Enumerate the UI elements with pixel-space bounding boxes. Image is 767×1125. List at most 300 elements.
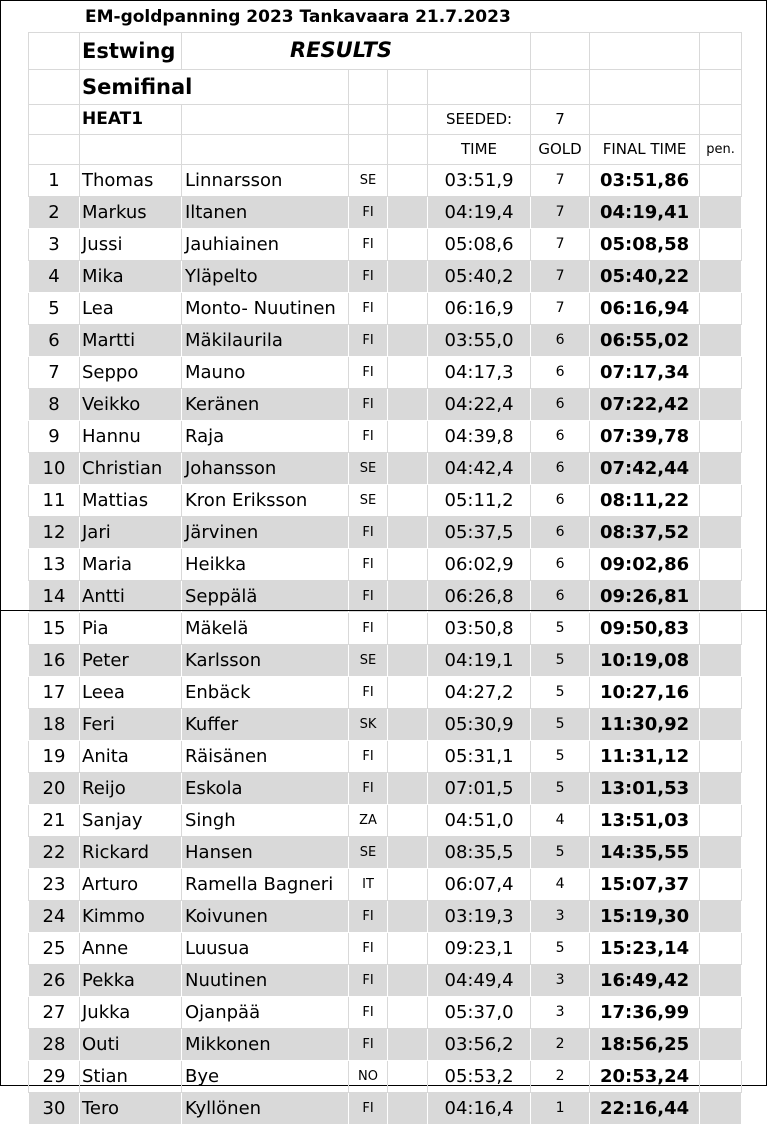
position-cell: 29 [29, 1061, 80, 1093]
position-cell: 24 [29, 901, 80, 933]
table-row [29, 1093, 742, 1125]
final-time-cell: 15:19,30 [590, 901, 700, 933]
time-cell: 06:02,9 [428, 549, 531, 581]
table-row [29, 933, 742, 965]
penalty-cell [700, 261, 742, 293]
country-cell: SK [349, 709, 388, 741]
gold-cell: 3 [531, 997, 590, 1029]
col-header-gold: GOLD [531, 135, 590, 165]
table-row [29, 645, 742, 677]
time-cell: 05:31,1 [428, 741, 531, 773]
empty-cell [388, 645, 428, 677]
final-time-cell: 04:19,41 [590, 197, 700, 229]
position-cell: 11 [29, 485, 80, 517]
gold-cell: 7 [531, 229, 590, 261]
country-cell: SE [349, 165, 388, 197]
empty-cell [388, 613, 428, 645]
empty-cell [388, 1029, 428, 1061]
position-cell: 30 [29, 1093, 80, 1125]
position-cell: 10 [29, 453, 80, 485]
penalty-cell [700, 357, 742, 389]
first-name-cell: Christian [80, 453, 182, 485]
first-name-cell: Pia [80, 613, 182, 645]
country-cell: FI [349, 773, 388, 805]
last-name-cell: Raja [182, 421, 349, 453]
table-row [29, 805, 742, 837]
country-cell: FI [349, 933, 388, 965]
gold-cell: 5 [531, 837, 590, 869]
final-time-cell: 09:50,83 [590, 613, 700, 645]
country-cell: FI [349, 901, 388, 933]
empty-cell [388, 581, 428, 613]
position-cell: 26 [29, 965, 80, 997]
time-cell: 05:08,6 [428, 229, 531, 261]
empty-cell [388, 357, 428, 389]
table-row [29, 741, 742, 773]
last-name-cell: Nuutinen [182, 965, 349, 997]
gold-cell: 2 [531, 1029, 590, 1061]
last-name-cell: Jauhiainen [182, 229, 349, 261]
time-cell: 04:17,3 [428, 357, 531, 389]
time-cell: 03:50,8 [428, 613, 531, 645]
first-name-cell: Hannu [80, 421, 182, 453]
table-row [29, 549, 742, 581]
first-name-cell: Leea [80, 677, 182, 709]
time-cell: 04:19,4 [428, 197, 531, 229]
final-time-cell: 10:19,08 [590, 645, 700, 677]
last-name-cell: Ramella Bagneri [182, 869, 349, 901]
position-cell: 4 [29, 261, 80, 293]
country-cell: SE [349, 645, 388, 677]
country-cell: FI [349, 613, 388, 645]
country-cell: FI [349, 357, 388, 389]
empty-cell [388, 325, 428, 357]
time-cell: 05:40,2 [428, 261, 531, 293]
time-cell: 04:22,4 [428, 389, 531, 421]
table-row [29, 261, 742, 293]
penalty-cell [700, 997, 742, 1029]
penalty-cell [700, 485, 742, 517]
seeded-label: SEEDED: [428, 105, 531, 135]
position-cell: 17 [29, 677, 80, 709]
time-cell: 06:07,4 [428, 869, 531, 901]
time-cell: 05:37,0 [428, 997, 531, 1029]
first-name-cell: Arturo [80, 869, 182, 901]
time-cell: 04:49,4 [428, 965, 531, 997]
table-row [29, 229, 742, 261]
last-name-cell: Johansson [182, 453, 349, 485]
col-header-pen: pen. [700, 135, 742, 165]
gold-cell: 7 [531, 293, 590, 325]
position-cell: 9 [29, 421, 80, 453]
final-time-cell: 22:16,44 [590, 1093, 700, 1125]
table-row [29, 965, 742, 997]
last-name-cell: Hansen [182, 837, 349, 869]
table-row [29, 197, 742, 229]
first-name-cell: Kimmo [80, 901, 182, 933]
empty-cell [388, 1093, 428, 1125]
empty-cell [388, 965, 428, 997]
table-row [29, 773, 742, 805]
last-name-cell: Koivunen [182, 901, 349, 933]
first-name-cell: Jussi [80, 229, 182, 261]
page-title: EM-goldpanning 2023 Tankavaara 21.7.2023 [85, 7, 511, 27]
empty-cell [388, 517, 428, 549]
first-name-cell: Martti [80, 325, 182, 357]
first-name-cell: Peter [80, 645, 182, 677]
penalty-cell [700, 901, 742, 933]
penalty-cell [700, 933, 742, 965]
final-time-cell: 14:35,55 [590, 837, 700, 869]
table-row [29, 421, 742, 453]
table-row [29, 709, 742, 741]
empty-cell [388, 389, 428, 421]
gold-cell: 5 [531, 709, 590, 741]
country-cell: SE [349, 837, 388, 869]
penalty-cell [700, 1093, 742, 1125]
final-time-cell: 15:07,37 [590, 869, 700, 901]
time-cell: 03:19,3 [428, 901, 531, 933]
first-name-cell: Rickard [80, 837, 182, 869]
empty-cell [388, 197, 428, 229]
empty-cell [388, 453, 428, 485]
gold-cell: 6 [531, 389, 590, 421]
last-name-cell: Bye [182, 1061, 349, 1093]
results-table [28, 32, 742, 1125]
position-cell: 8 [29, 389, 80, 421]
round-label: Semifinal [80, 70, 349, 105]
position-cell: 18 [29, 709, 80, 741]
time-cell: 04:19,1 [428, 645, 531, 677]
first-name-cell: Antti [80, 581, 182, 613]
gold-cell: 5 [531, 613, 590, 645]
col-header-final-time: FINAL TIME [590, 135, 700, 165]
empty-cell [388, 485, 428, 517]
table-row [29, 837, 742, 869]
gold-cell: 6 [531, 485, 590, 517]
empty-cell [388, 837, 428, 869]
last-name-cell: Linnarsson [182, 165, 349, 197]
final-time-cell: 20:53,24 [590, 1061, 700, 1093]
gold-cell: 7 [531, 165, 590, 197]
position-cell: 16 [29, 645, 80, 677]
time-cell: 05:53,2 [428, 1061, 531, 1093]
final-time-cell: 07:39,78 [590, 421, 700, 453]
table-row [29, 677, 742, 709]
position-cell: 5 [29, 293, 80, 325]
final-time-cell: 09:26,81 [590, 581, 700, 613]
last-name-cell: Järvinen [182, 517, 349, 549]
time-cell: 04:39,8 [428, 421, 531, 453]
final-time-cell: 05:08,58 [590, 229, 700, 261]
first-name-cell: Feri [80, 709, 182, 741]
first-name-cell: Outi [80, 1029, 182, 1061]
header-row-sponsor [29, 33, 742, 70]
position-cell: 13 [29, 549, 80, 581]
last-name-cell: Mäkilaurila [182, 325, 349, 357]
empty-cell [388, 741, 428, 773]
country-cell: FI [349, 741, 388, 773]
country-cell: FI [349, 517, 388, 549]
empty-cell [388, 933, 428, 965]
table-row [29, 581, 742, 613]
country-cell: FI [349, 421, 388, 453]
country-cell: FI [349, 197, 388, 229]
position-cell: 12 [29, 517, 80, 549]
empty-cell [388, 709, 428, 741]
time-cell: 05:37,5 [428, 517, 531, 549]
empty-cell [388, 869, 428, 901]
empty-cell [388, 421, 428, 453]
first-name-cell: Reijo [80, 773, 182, 805]
table-row [29, 997, 742, 1029]
time-cell: 06:26,8 [428, 581, 531, 613]
time-cell: 05:30,9 [428, 709, 531, 741]
country-cell: FI [349, 1029, 388, 1061]
table-row [29, 1061, 742, 1093]
country-cell: FI [349, 261, 388, 293]
penalty-cell [700, 517, 742, 549]
last-name-cell: Mäkelä [182, 613, 349, 645]
penalty-cell [700, 229, 742, 261]
first-name-cell: Lea [80, 293, 182, 325]
country-cell: FI [349, 1093, 388, 1125]
penalty-cell [700, 677, 742, 709]
country-cell: FI [349, 581, 388, 613]
penalty-cell [700, 613, 742, 645]
penalty-cell [700, 965, 742, 997]
penalty-cell [700, 773, 742, 805]
position-cell: 3 [29, 229, 80, 261]
first-name-cell: Sanjay [80, 805, 182, 837]
first-name-cell: Markus [80, 197, 182, 229]
time-cell: 03:56,2 [428, 1029, 531, 1061]
position-cell: 25 [29, 933, 80, 965]
final-time-cell: 09:02,86 [590, 549, 700, 581]
column-header-row [29, 135, 742, 165]
position-cell: 2 [29, 197, 80, 229]
gold-cell: 3 [531, 901, 590, 933]
gold-cell: 3 [531, 965, 590, 997]
position-cell: 22 [29, 837, 80, 869]
country-cell: FI [349, 677, 388, 709]
last-name-cell: Räisänen [182, 741, 349, 773]
empty-cell [388, 549, 428, 581]
final-time-cell: 07:22,42 [590, 389, 700, 421]
table-row [29, 1029, 742, 1061]
penalty-cell [700, 709, 742, 741]
first-name-cell: Pekka [80, 965, 182, 997]
penalty-cell [700, 389, 742, 421]
final-time-cell: 10:27,16 [590, 677, 700, 709]
time-cell: 08:35,5 [428, 837, 531, 869]
heat-label: HEAT1 [80, 105, 182, 135]
table-row [29, 453, 742, 485]
final-time-cell: 11:31,12 [590, 741, 700, 773]
final-time-cell: 05:40,22 [590, 261, 700, 293]
last-name-cell: Keränen [182, 389, 349, 421]
first-name-cell: Jukka [80, 997, 182, 1029]
final-time-cell: 03:51,86 [590, 165, 700, 197]
penalty-cell [700, 421, 742, 453]
penalty-cell [700, 581, 742, 613]
last-name-cell: Ojanpää [182, 997, 349, 1029]
gold-cell: 6 [531, 421, 590, 453]
table-row [29, 901, 742, 933]
final-time-cell: 11:30,92 [590, 709, 700, 741]
time-cell: 04:51,0 [428, 805, 531, 837]
time-cell: 04:42,4 [428, 453, 531, 485]
empty-cell [388, 901, 428, 933]
table-row [29, 517, 742, 549]
gold-cell: 5 [531, 933, 590, 965]
last-name-cell: Mikkonen [182, 1029, 349, 1061]
table-row [29, 357, 742, 389]
page-break-line [1, 610, 766, 611]
seeded-value: 7 [531, 105, 590, 135]
empty-cell [388, 261, 428, 293]
time-cell: 07:01,5 [428, 773, 531, 805]
empty-cell [388, 229, 428, 261]
last-name-cell: Mauno [182, 357, 349, 389]
final-time-cell: 07:42,44 [590, 453, 700, 485]
time-cell: 04:27,2 [428, 677, 531, 709]
penalty-cell [700, 197, 742, 229]
last-name-cell: Seppälä [182, 581, 349, 613]
position-cell: 6 [29, 325, 80, 357]
empty-cell [388, 805, 428, 837]
penalty-cell [700, 453, 742, 485]
last-name-cell: Enbäck [182, 677, 349, 709]
time-cell: 05:11,2 [428, 485, 531, 517]
last-name-cell: Kuffer [182, 709, 349, 741]
gold-cell: 6 [531, 549, 590, 581]
first-name-cell: Mika [80, 261, 182, 293]
gold-cell: 5 [531, 645, 590, 677]
country-cell: FI [349, 325, 388, 357]
final-time-cell: 13:51,03 [590, 805, 700, 837]
penalty-cell [700, 1061, 742, 1093]
first-name-cell: Seppo [80, 357, 182, 389]
gold-cell: 7 [531, 261, 590, 293]
empty-cell [388, 1061, 428, 1093]
gold-cell: 7 [531, 197, 590, 229]
penalty-cell [700, 869, 742, 901]
gold-cell: 5 [531, 741, 590, 773]
penalty-cell [700, 549, 742, 581]
position-cell: 1 [29, 165, 80, 197]
first-name-cell: Maria [80, 549, 182, 581]
results-label: RESULTS [290, 38, 393, 62]
time-cell: 04:16,4 [428, 1093, 531, 1125]
last-name-cell: Eskola [182, 773, 349, 805]
last-name-cell: Kron Eriksson [182, 485, 349, 517]
country-cell: SE [349, 485, 388, 517]
empty-cell [388, 997, 428, 1029]
time-cell: 03:55,0 [428, 325, 531, 357]
empty-cell [388, 165, 428, 197]
position-cell: 21 [29, 805, 80, 837]
last-name-cell: Heikka [182, 549, 349, 581]
penalty-cell [700, 293, 742, 325]
gold-cell: 4 [531, 869, 590, 901]
gold-cell: 1 [531, 1093, 590, 1125]
penalty-cell [700, 741, 742, 773]
table-row [29, 613, 742, 645]
country-cell: FI [349, 389, 388, 421]
first-name-cell: Thomas [80, 165, 182, 197]
country-cell: ZA [349, 805, 388, 837]
final-time-cell: 08:11,22 [590, 485, 700, 517]
last-name-cell: Karlsson [182, 645, 349, 677]
position-cell: 19 [29, 741, 80, 773]
table-row [29, 293, 742, 325]
gold-cell: 6 [531, 581, 590, 613]
empty-cell [388, 773, 428, 805]
final-time-cell: 06:16,94 [590, 293, 700, 325]
table-row [29, 325, 742, 357]
gold-cell: 6 [531, 517, 590, 549]
penalty-cell [700, 1029, 742, 1061]
first-name-cell: Anita [80, 741, 182, 773]
penalty-cell [700, 165, 742, 197]
final-time-cell: 17:36,99 [590, 997, 700, 1029]
header-row-round [29, 70, 742, 105]
first-name-cell: Stian [80, 1061, 182, 1093]
position-cell: 27 [29, 997, 80, 1029]
final-time-cell: 07:17,34 [590, 357, 700, 389]
gold-cell: 5 [531, 677, 590, 709]
gold-cell: 6 [531, 325, 590, 357]
gold-cell: 4 [531, 805, 590, 837]
country-cell: FI [349, 229, 388, 261]
last-name-cell: Yläpelto [182, 261, 349, 293]
final-time-cell: 13:01,53 [590, 773, 700, 805]
col-header-time: TIME [428, 135, 531, 165]
penalty-cell [700, 645, 742, 677]
gold-cell: 5 [531, 773, 590, 805]
final-time-cell: 06:55,02 [590, 325, 700, 357]
table-row [29, 389, 742, 421]
position-cell: 15 [29, 613, 80, 645]
country-cell: FI [349, 549, 388, 581]
time-cell: 03:51,9 [428, 165, 531, 197]
header-row-heat [29, 105, 742, 135]
penalty-cell [700, 837, 742, 869]
gold-cell: 2 [531, 1061, 590, 1093]
position-cell: 14 [29, 581, 80, 613]
empty-cell [388, 293, 428, 325]
time-cell: 09:23,1 [428, 933, 531, 965]
final-time-cell: 15:23,14 [590, 933, 700, 965]
country-cell: FI [349, 965, 388, 997]
position-cell: 23 [29, 869, 80, 901]
table-row [29, 165, 742, 197]
last-name-cell: Monto- Nuutinen [182, 293, 349, 325]
last-name-cell: Iltanen [182, 197, 349, 229]
penalty-cell [700, 325, 742, 357]
sponsor-label: Estwing [80, 33, 182, 70]
penalty-cell [700, 805, 742, 837]
first-name-cell: Tero [80, 1093, 182, 1125]
table-row [29, 485, 742, 517]
last-name-cell: Kyllönen [182, 1093, 349, 1125]
first-name-cell: Veikko [80, 389, 182, 421]
final-time-cell: 08:37,52 [590, 517, 700, 549]
first-name-cell: Jari [80, 517, 182, 549]
empty-cell [388, 677, 428, 709]
country-cell: SE [349, 453, 388, 485]
